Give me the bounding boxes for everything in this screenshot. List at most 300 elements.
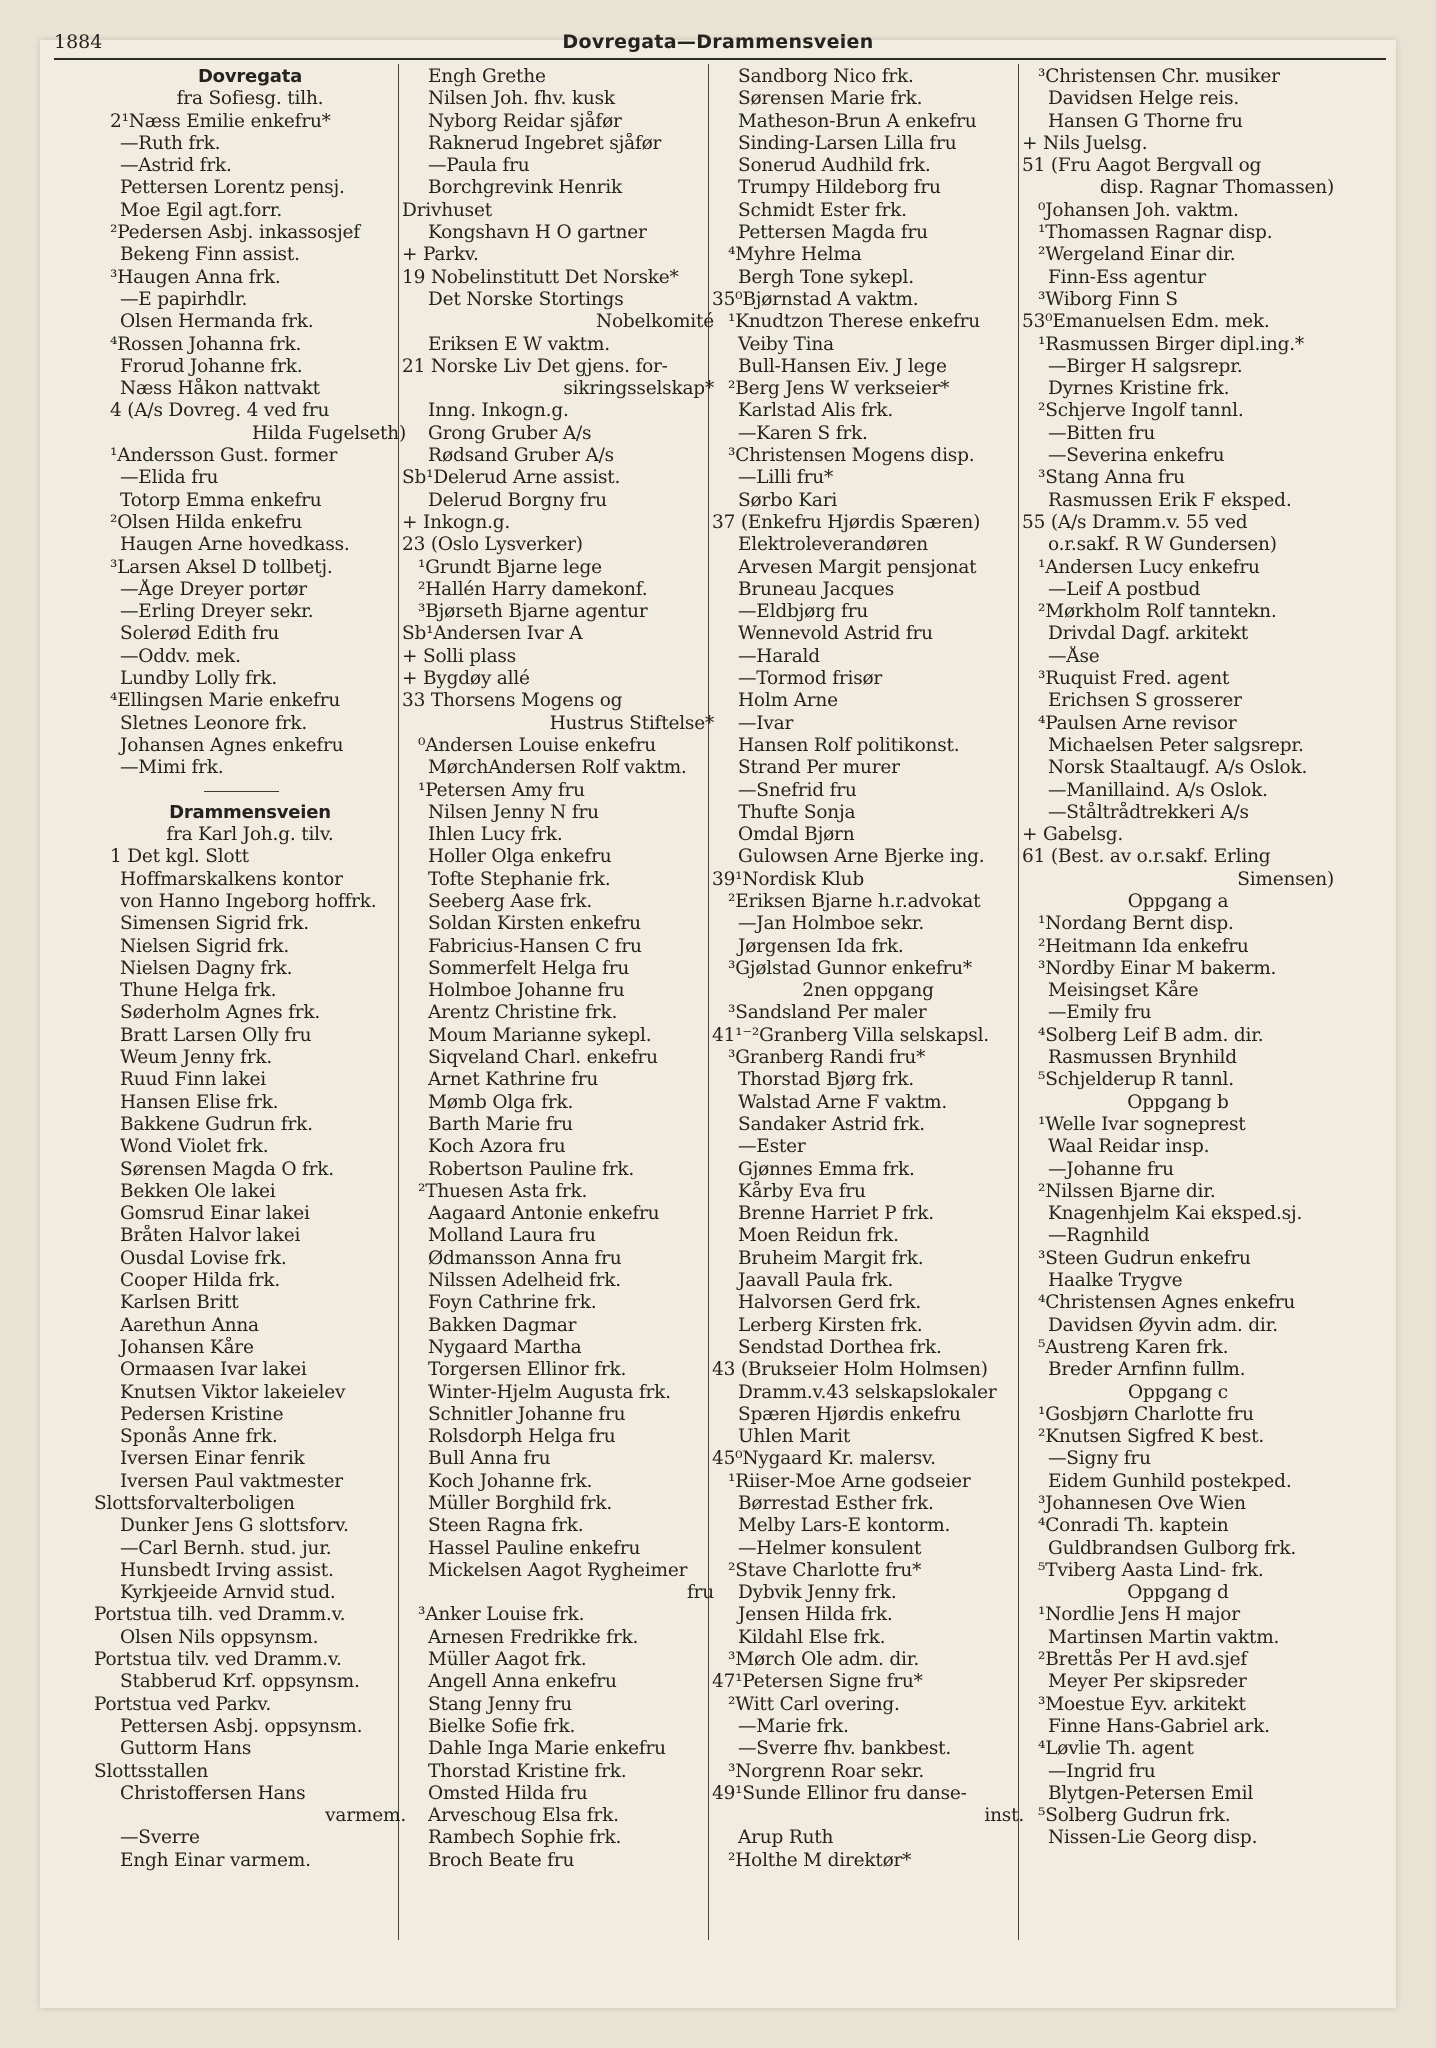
directory-entry: Delerud Borgny fru (428, 489, 607, 511)
directory-entry: disp. Ragnar Thomassen) (1099, 177, 1334, 199)
directory-entry: 4 (A/s Dovreg. 4 ved fru (110, 400, 330, 422)
directory-entry: —Astrid frk. (120, 155, 232, 177)
directory-entry: ⁴Løvlie Th. agent (1038, 1738, 1194, 1760)
directory-entry: Solerød Edith fru (120, 623, 280, 645)
directory-entry: Matheson-Brun A enkefru (738, 110, 977, 132)
directory-entry: Sandaker Astrid frk. (738, 1113, 925, 1135)
directory-entry: Slottsstallen (94, 1760, 209, 1782)
directory-entry: Iversen Einar fenrik (120, 1448, 305, 1470)
directory-entry: Gulowsen Arne Bjerke ing. (738, 846, 985, 868)
directory-entry: ¹Riiser-Moe Arne godseier (728, 1470, 971, 1492)
directory-entry: Stang Jenny fru (428, 1693, 572, 1715)
directory-entry: Arvesen Margit pensjonat (738, 556, 977, 578)
directory-entry: ⁴Solberg Leif B adm. dir. (1038, 1024, 1264, 1046)
directory-entry: Bruheim Margit frk. (738, 1247, 924, 1269)
directory-entry: —Karen S frk. (738, 422, 868, 444)
directory-entry: Bekken Ole lakei (120, 1180, 276, 1202)
directory-entry: Hustrus Stiftelse* (549, 712, 714, 734)
directory-entry: 33 Thorsens Mogens og (402, 690, 623, 712)
directory-entry: + Parkv. (402, 244, 479, 266)
directory-entry: Sommerfelt Helga fru (428, 957, 630, 979)
directory-entry: Angell Anna enkefru (428, 1671, 617, 1693)
directory-entry: ²Eriksen Bjarne h.r.advokat (728, 890, 981, 912)
directory-entry: Hoffmarskalkens kontor (120, 868, 343, 890)
directory-entry: Sletnes Leonore frk. (120, 712, 308, 734)
directory-entry: Trumpy Hildeborg fru (738, 177, 941, 199)
subheading: fra Karl Joh.g. tilv. (166, 824, 334, 846)
directory-entry: Cooper Hilda frk. (120, 1270, 281, 1292)
directory-entry: Hassel Pauline enkefru (428, 1537, 641, 1559)
directory-entry: Karlsen Britt (120, 1292, 239, 1314)
directory-entry: Bruneau Jacques (738, 578, 895, 600)
directory-entry: Johansen Kåre (120, 1336, 254, 1358)
directory-entry: Karlstad Alis frk. (738, 400, 894, 422)
directory-entry: Pedersen Kristine (120, 1403, 284, 1425)
directory-entry: Pettersen Magda fru (738, 222, 928, 244)
directory-entry: ³Johannesen Ove Wien (1038, 1493, 1246, 1514)
directory-entry: ³Anker Louise frk. (418, 1604, 585, 1626)
directory-entry: Arveschoug Elsa frk. (428, 1805, 619, 1827)
directory-entry: Torgersen Ellinor frk. (428, 1359, 627, 1381)
directory-entry: Portstua tilv. ved Dramm.v. (94, 1649, 342, 1671)
directory-entry: Dybvik Jenny frk. (738, 1582, 897, 1604)
directory-entry: Slottsforvalterboligen (94, 1493, 295, 1514)
directory-entry: Portstua tilh. ved Dramm.v. (94, 1604, 346, 1626)
directory-entry: ³Bjørseth Bjarne agentur (418, 601, 648, 623)
directory-entry: —Erling Dreyer sekr. (120, 601, 314, 623)
directory-entry: + Solli plass (402, 645, 517, 667)
directory-entry: inst. (984, 1805, 1024, 1827)
directory-entry: 51 (Fru Aagot Bergvall og (1022, 155, 1262, 177)
directory-entry: Finn-Ess agentur (1048, 266, 1206, 288)
directory-entry: 37 (Enkefru Hjørdis Spæren) (712, 511, 981, 533)
directory-entry: Dyrnes Kristine frk. (1048, 378, 1230, 400)
directory-column-4 (1022, 66, 1334, 1946)
directory-entry: ²Holthe M direktør* (728, 1849, 912, 1871)
directory-entry: Pettersen Asbj. oppsynsm. (120, 1715, 363, 1737)
street-heading: Dovregata (197, 66, 303, 87)
directory-entry: Moen Reidun frk. (738, 1225, 899, 1247)
directory-entry: Hunsbedt Irving assist. (120, 1559, 334, 1581)
directory-entry: Kongshavn H O gartner (428, 222, 647, 244)
directory-entry: Bakkene Gudrun frk. (120, 1113, 313, 1135)
directory-entry: ¹Welle Ivar sogneprest (1038, 1113, 1246, 1135)
directory-entry: Borchgrevink Henrik (428, 177, 623, 199)
directory-entry: —Eldbjørg fru (738, 601, 869, 623)
directory-entry: Mickelsen Aagot Rygheimer (428, 1559, 688, 1581)
directory-entry: Hansen Elise frk. (120, 1091, 279, 1113)
directory-entry: Aagaard Antonie enkefru (428, 1203, 660, 1225)
directory-entry: Blytgen-Petersen Emil (1048, 1782, 1254, 1804)
directory-entry: Sørbo Kari (738, 489, 838, 511)
directory-column-3 (712, 66, 1024, 1946)
directory-entry: Stabberud Krf. oppsynsm. (120, 1671, 360, 1693)
directory-entry: o.r.sakf. R W Gundersen) (1048, 534, 1277, 556)
directory-entry: ³Nordby Einar M bakerm. (1038, 957, 1277, 979)
directory-entry: Lerberg Kirsten frk. (738, 1314, 923, 1336)
directory-entry: —Sverre fhv. bankbest. (738, 1738, 952, 1760)
directory-entry: von Hanno Ingeborg hoffrk. (120, 890, 377, 912)
subheading: 2nen oppgang (802, 980, 934, 1002)
directory-entry: Frorud Johanne frk. (120, 355, 303, 377)
directory-entry: 53⁰Emanuelsen Edm. mek. (1022, 311, 1270, 333)
directory-entry: ²Thuesen Asta frk. (418, 1180, 588, 1202)
directory-entry: ²Nilssen Bjarne dir. (1038, 1180, 1216, 1202)
directory-entry: —Johanne fru (1048, 1158, 1174, 1180)
directory-entry: —Helmer konsulent (738, 1537, 922, 1559)
directory-entry: Michaelsen Peter salgsrepr. (1048, 734, 1304, 756)
directory-entry: Koch Johanne frk. (428, 1470, 593, 1492)
directory-entry: Ormaasen Ivar lakei (120, 1359, 307, 1381)
directory-entry: ³Sandsland Per maler (728, 1002, 927, 1024)
directory-entry: Hansen Rolf politikonst. (738, 734, 960, 756)
directory-entry: Johansen Agnes enkefru (120, 734, 344, 756)
directory-entry: —Tormod frisør (738, 668, 883, 690)
directory-entry: Schmidt Ester frk. (738, 199, 907, 221)
directory-entry: Raknerud Ingebret sjåfør (428, 132, 662, 154)
directory-entry: ¹Andersson Gust. former (110, 445, 338, 467)
directory-entry: Eriksen E W vaktm. (428, 333, 610, 355)
directory-entry: Rasmussen Brynhild (1048, 1047, 1237, 1069)
header-rule (54, 58, 1386, 60)
directory-entry: Olsen Nils oppsynsm. (120, 1626, 319, 1648)
directory-entry: ⁴Conradi Th. kaptein (1038, 1515, 1229, 1537)
directory-entry: —Jan Holmboe sekr. (738, 913, 925, 935)
directory-entry: ¹Andersen Lucy enkefru (1038, 556, 1260, 578)
directory-entry: Robertson Pauline frk. (428, 1158, 635, 1180)
directory-entry: Moum Marianne sykepl. (428, 1024, 652, 1046)
directory-entry: Kildahl Else frk. (738, 1626, 886, 1648)
directory-entry: Elektroleverandøren (738, 534, 928, 556)
directory-entry: Sonerud Audhild frk. (738, 155, 931, 177)
directory-entry: ³Ruquist Fred. agent (1038, 668, 1230, 690)
directory-entry: Rasmussen Erik F eksped. (1048, 489, 1292, 511)
directory-entry: Siqveland Charl. enkefru (428, 1047, 658, 1069)
directory-entry: Uhlen Marit (738, 1426, 851, 1448)
directory-entry: Pettersen Lorentz pensj. (120, 177, 345, 199)
directory-entry: MørchAndersen Rolf vaktm. (428, 757, 687, 779)
directory-entry: Schnitler Johanne fru (428, 1403, 626, 1425)
directory-entry: —Manillaind. A/s Oslok. (1048, 779, 1268, 801)
directory-entry: ³Christensen Mogens disp. (728, 445, 975, 467)
directory-entry: Christoffersen Hans (120, 1782, 306, 1804)
directory-entry: Lundby Lolly frk. (120, 668, 278, 690)
directory-entry: Weum Jenny frk. (120, 1047, 273, 1069)
directory-entry: Bielke Sofie frk. (428, 1715, 576, 1737)
directory-entry: Drivhuset (402, 199, 492, 221)
directory-entry: —Sverre (120, 1827, 200, 1849)
directory-entry: 21 Norske Liv Det gjens. for- (402, 355, 668, 377)
directory-entry: ³Larsen Aksel D tollbetj. (110, 556, 333, 578)
directory-entry: Wennevold Astrid fru (738, 623, 933, 645)
directory-entry: ³Granberg Randi fru* (728, 1047, 926, 1069)
directory-entry: Sendstad Dorthea frk. (738, 1336, 942, 1358)
directory-entry: ³Mørch Ole adm. dir. (728, 1649, 920, 1671)
directory-entry: Sinding-Larsen Lilla fru (738, 132, 957, 154)
directory-entry: Dramm.v.43 selskapslokaler (738, 1381, 997, 1403)
directory-entry: —E papirhdlr. (120, 288, 248, 310)
directory-entry: Olsen Hermanda frk. (120, 311, 314, 333)
directory-entry: Kårby Eva fru (738, 1180, 866, 1202)
directory-entry: Finne Hans-Gabriel ark. (1048, 1715, 1270, 1737)
directory-entry: Müller Aagot frk. (428, 1649, 587, 1671)
directory-entry: ³Wiborg Finn S (1038, 288, 1178, 310)
directory-entry: + Gabelsg. (1022, 824, 1124, 846)
directory-entry: 61 (Best. av o.r.sakf. Erling (1022, 846, 1271, 868)
directory-entry: ⁴Myhre Helma (728, 244, 862, 266)
directory-entry: ⁴Ellingsen Marie enkefru (110, 690, 341, 712)
directory-entry: Ihlen Lucy frk. (428, 824, 563, 846)
directory-entry: Thorstad Bjørg frk. (738, 1069, 914, 1091)
directory-entry: Norsk Staaltaugf. A/s Oslok. (1048, 757, 1308, 779)
directory-entry: —Elida fru (120, 467, 219, 489)
directory-entry: ³Gjølstad Gunnor enkefru* (728, 957, 972, 979)
directory-entry: —Ivar (738, 712, 794, 734)
directory-entry: ⁴Christensen Agnes enkefru (1038, 1292, 1296, 1314)
directory-entry: —Oddv. mek. (120, 645, 241, 667)
directory-entry: Barth Marie fru (428, 1113, 573, 1135)
directory-entry: 35⁰Bjørnstad A vaktm. (712, 288, 919, 310)
running-title: Dovregata—Drammensveien (562, 31, 874, 53)
directory-entry: Guldbrandsen Gulborg frk. (1048, 1537, 1297, 1559)
directory-entry: Nilsen Jenny N fru (428, 801, 599, 823)
directory-entry: Sørensen Marie frk. (738, 88, 923, 110)
directory-entry: ⁰Andersen Louise enkefru (418, 734, 656, 756)
directory-entry: ⁰Johansen Joh. vaktm. (1038, 199, 1239, 221)
directory-entry: Sandborg Nico frk. (738, 66, 914, 87)
directory-entry: Søderholm Agnes frk. (120, 1002, 321, 1024)
directory-entry: 1 Det kgl. Slott (110, 846, 249, 868)
directory-entry: Jensen Hilda frk. (738, 1604, 893, 1626)
directory-entry: ³Christensen Chr. musiker (1038, 66, 1280, 87)
directory-entry: ²Pedersen Asbj. inkassosjef (110, 222, 360, 244)
directory-entry: ²Mørkholm Rolf tanntekn. (1038, 601, 1277, 623)
directory-entry: Grong Gruber A/s (428, 422, 592, 444)
directory-entry: Haugen Arne hovedkass. (120, 534, 350, 556)
directory-entry: Simensen Sigrid frk. (120, 913, 309, 935)
directory-entry: —Leif A postbud (1048, 578, 1201, 600)
directory-entry: ⁵Tviberg Aasta Lind- frk. (1038, 1559, 1264, 1581)
directory-entry: —Mimi frk. (120, 757, 224, 779)
directory-entry: 47¹Petersen Signe fru* (712, 1671, 923, 1693)
directory-entry: Walstad Arne F vaktm. (738, 1091, 948, 1113)
directory-entry: Portstua ved Parkv. (94, 1693, 272, 1715)
directory-entry: Brenne Harriet P frk. (738, 1203, 934, 1225)
directory-column-2 (402, 66, 714, 1946)
directory-entry: Holler Olga enkefru (428, 846, 612, 868)
directory-entry: ²Brettås Per H avd.sjef (1038, 1649, 1248, 1671)
directory-entry: 55 (A/s Dramm.v. 55 ved (1022, 511, 1248, 533)
directory-entry: Breder Arnfinn fullm. (1048, 1359, 1246, 1381)
directory-entry: Fabricius-Hansen C fru (428, 935, 642, 957)
directory-entry: Strand Per murer (738, 757, 900, 779)
directory-entry: ³Steen Gudrun enkefru (1038, 1247, 1251, 1269)
directory-entry: 41¹⁻²Granberg Villa selskapsl. (712, 1024, 989, 1046)
directory-entry: Melby Lars-E kontorm. (738, 1515, 951, 1537)
directory-entry: Koch Azora fru (428, 1136, 566, 1158)
directory-entry: Waal Reidar insp. (1048, 1136, 1210, 1158)
directory-entry: Sb¹Andersen Ivar A (402, 623, 583, 645)
directory-entry: Nielsen Dagny frk. (120, 957, 293, 979)
directory-entry: Thune Helga frk. (120, 980, 277, 1002)
directory-entry: Martinsen Martin vaktm. (1048, 1626, 1280, 1648)
directory-entry: ²Hallén Harry damekonf. (418, 578, 648, 600)
directory-entry: ³Haugen Anna frk. (110, 266, 281, 288)
directory-entry: —Signy fru (1048, 1448, 1151, 1470)
directory-entry: Arnet Kathrine fru (428, 1069, 599, 1091)
directory-entry: Gjønnes Emma frk. (738, 1158, 915, 1180)
directory-entry: Dahle Inga Marie enkefru (428, 1738, 666, 1760)
directory-entry: ¹Petersen Amy fru (418, 779, 585, 801)
directory-entry: ²Stave Charlotte fru* (728, 1559, 922, 1581)
directory-entry: Hilda Fugelseth) (252, 422, 406, 444)
directory-entry: Holm Arne (738, 690, 838, 712)
directory-entry: sikringsselskap* (563, 378, 714, 400)
directory-entry: Eidem Gunhild postekped. (1048, 1470, 1292, 1492)
directory-entry: Rødsand Gruber A/s (428, 445, 614, 467)
directory-entry: Davidsen Øyvin adm. dir. (1048, 1314, 1278, 1336)
directory-entry: ²Witt Carl overing. (728, 1693, 900, 1715)
directory-entry: Foyn Cathrine frk. (428, 1292, 597, 1314)
directory-entry: 43 (Brukseier Holm Holmsen) (712, 1359, 988, 1381)
directory-entry: 19 Nobelinstitutt Det Norske* (402, 266, 679, 288)
directory-entry: Sb¹Delerud Arne assist. (402, 467, 621, 489)
directory-entry: fru (686, 1582, 714, 1604)
directory-entry: —Snefrid fru (738, 779, 857, 801)
directory-entry: Spæren Hjørdis enkefru (738, 1403, 961, 1425)
directory-entry: Det Norske Stortings (428, 288, 624, 310)
directory-entry: ¹Thomassen Ragnar disp. (1038, 222, 1273, 244)
directory-entry: Nyborg Reidar sjåfør (428, 110, 622, 132)
directory-entry: ¹Rasmussen Birger dipl.ing.* (1038, 333, 1304, 355)
directory-entry: Kyrkjeeide Arnvid stud. (120, 1582, 336, 1604)
directory-entry: Inng. Inkogn.g. (428, 400, 569, 422)
directory-entry: Iversen Paul vaktmester (120, 1470, 343, 1492)
directory-entry: Erichsen S grosserer (1048, 690, 1242, 712)
directory-entry: Bekeng Finn assist. (120, 244, 300, 266)
subheading: Oppgang a (1127, 890, 1229, 912)
subheading: fra Sofiesg. tilh. (176, 88, 324, 110)
directory-entry: Drivdal Dagf. arkitekt (1048, 623, 1248, 645)
directory-entry: Meisingset Kåre (1048, 980, 1199, 1002)
directory-entry: + Nils Juelsg. (1022, 132, 1148, 154)
directory-entry: Tofte Stephanie frk. (428, 868, 611, 890)
directory-entry: ⁴Rossen Johanna frk. (110, 333, 302, 355)
directory-entry: Bull-Hansen Eiv. J lege (738, 355, 947, 377)
directory-entry: Seeberg Aase frk. (428, 890, 593, 912)
directory-entry: Winter-Hjelm Augusta frk. (428, 1381, 671, 1403)
directory-entry: 45⁰Nygaard Kr. malersv. (712, 1448, 936, 1470)
directory-entry: Næss Håkon nattvakt (120, 378, 320, 400)
directory-entry: Meyer Per skipsreder (1048, 1671, 1247, 1693)
directory-entry: Engh Grethe (428, 66, 546, 87)
directory-entry: —Ingrid fru (1048, 1760, 1156, 1782)
directory-entry: 23 (Oslo Lysverker) (402, 534, 583, 556)
directory-entry: ¹Knudtzon Therese enkefru (728, 311, 980, 333)
directory-entry: —Bitten fru (1048, 422, 1156, 444)
directory-entry: Thufte Sonja (738, 801, 856, 823)
directory-entry: Aarethun Anna (120, 1314, 259, 1336)
directory-entry: Nilssen Adelheid frk. (428, 1270, 621, 1292)
directory-entry: Veiby Tina (738, 333, 834, 355)
directory-entry: —Ståltrådtrekkeri A/s (1048, 801, 1249, 823)
directory-entry: ⁵Solberg Gudrun frk. (1038, 1805, 1231, 1827)
directory-entry: Sørensen Magda O frk. (120, 1158, 334, 1180)
directory-entry: —Paula fru (428, 155, 530, 177)
directory-entry: ²Berg Jens W verkseier* (728, 378, 950, 400)
directory-entry: Nielsen Sigrid frk. (120, 935, 290, 957)
directory-entry: 49¹Sunde Ellinor fru danse- (712, 1782, 967, 1804)
directory-entry: Broch Beate fru (428, 1849, 575, 1871)
directory-entry: Jaavall Paula frk. (738, 1270, 894, 1292)
directory-entry: Børrestad Esther frk. (738, 1493, 934, 1514)
directory-entry: —Birger H salgsrepr. (1048, 355, 1243, 377)
directory-entry: Ruud Finn lakei (120, 1069, 266, 1091)
directory-entry: Rambech Sophie frk. (428, 1827, 622, 1849)
directory-entry: ³Norgrenn Roar sekr. (728, 1760, 925, 1782)
directory-entry: ¹Nordang Bernt disp. (1038, 913, 1234, 935)
directory-entry: Bratt Larsen Olly fru (120, 1024, 312, 1046)
directory-entry: Haalke Trygve (1048, 1270, 1183, 1292)
directory-entry: Arnesen Fredrikke frk. (428, 1626, 639, 1648)
directory-entry: Moe Egil agt.forr. (120, 199, 283, 221)
directory-entry: Hansen G Thorne fru (1048, 110, 1243, 132)
directory-entry: Soldan Kirsten enkefru (428, 913, 641, 935)
directory-entry: Totorp Emma enkefru (120, 489, 322, 511)
directory-entry: 39¹Nordisk Klub (712, 868, 864, 890)
directory-entry: Omsted Hilda fru (428, 1782, 588, 1804)
directory-entry: Gomsrud Einar lakei (120, 1203, 310, 1225)
directory-entry: —Ragnhild (1048, 1225, 1150, 1247)
directory-entry: Nobelkomité (595, 311, 714, 333)
directory-entry: —Marie frk. (738, 1715, 849, 1737)
directory-entry: Bakken Dagmar (428, 1314, 577, 1336)
directory-entry: Thorstad Kristine frk. (428, 1760, 627, 1782)
directory-entry: —Ester (738, 1136, 806, 1158)
directory-entry: ⁵Schjelderup R tannl. (1038, 1069, 1234, 1091)
directory-entry: —Harald (738, 645, 820, 667)
subheading: Oppgang d (1127, 1582, 1229, 1604)
directory-entry: Arup Ruth (738, 1827, 834, 1849)
directory-entry: ³Stang Anna fru (1038, 467, 1185, 489)
directory-column-1 (94, 66, 406, 1946)
section-separator (94, 780, 406, 802)
directory-entry: + Inkogn.g. (402, 511, 511, 533)
directory-entry: Davidsen Helge reis. (1048, 88, 1240, 110)
directory-entry: ³Moestue Eyv. arkitekt (1038, 1693, 1246, 1715)
directory-entry: —Lilli fru* (738, 467, 833, 489)
subheading: Oppgang c (1128, 1381, 1228, 1403)
directory-entry: + Bygdøy allé (402, 668, 530, 690)
directory-entry: Müller Borghild frk. (428, 1493, 613, 1514)
directory-entry: 2¹Næss Emilie enkefru* (110, 110, 331, 132)
directory-entry: —Åge Dreyer portør (120, 578, 307, 600)
directory-entry: Nilsen Joh. fhv. kusk (428, 88, 615, 110)
directory-entry: Knagenhjelm Kai eksped.sj. (1048, 1203, 1303, 1225)
directory-entry: Holmboe Johanne fru (428, 980, 625, 1002)
directory-entry: Bergh Tone sykepl. (738, 266, 914, 288)
directory-entry: —Severina enkefru (1048, 445, 1225, 467)
directory-entry: —Carl Bernh. stud. jur. (120, 1537, 332, 1559)
directory-entry: varmem. (325, 1805, 406, 1827)
directory-entry: Ødmansson Anna fru (428, 1247, 622, 1269)
directory-entry: ²Wergeland Einar dir. (1038, 244, 1236, 266)
directory-entry: Arentz Christine frk. (428, 1002, 618, 1024)
directory-entry: Nygaard Martha (428, 1336, 582, 1358)
directory-entry: Engh Einar varmem. (120, 1849, 311, 1871)
directory-entry: ⁴Paulsen Arne revisor (1038, 712, 1237, 734)
directory-entry: ²Knutsen Sigfred K best. (1038, 1426, 1265, 1448)
